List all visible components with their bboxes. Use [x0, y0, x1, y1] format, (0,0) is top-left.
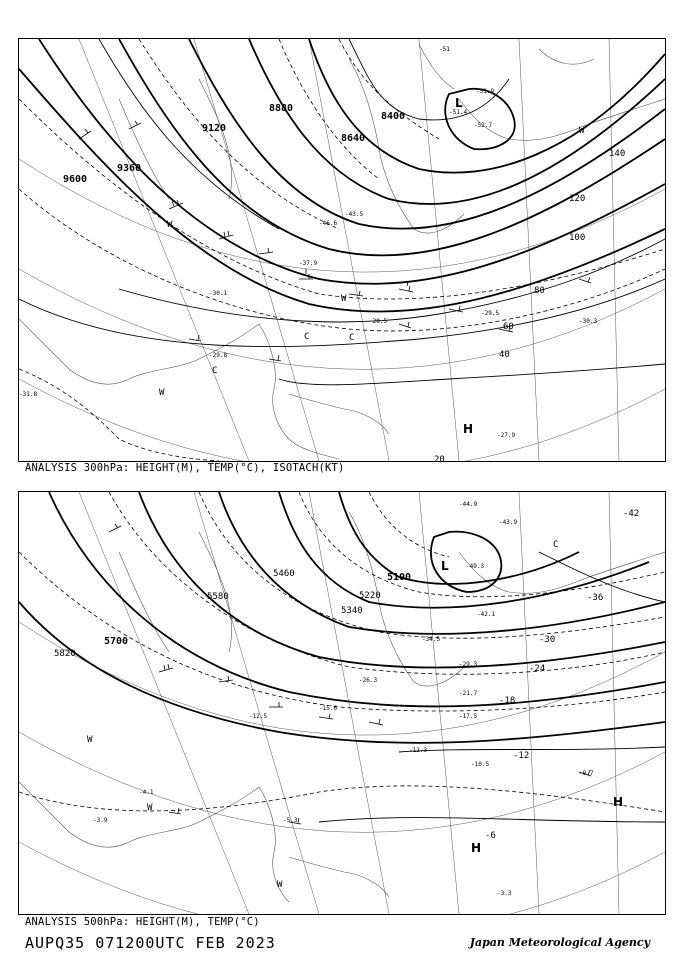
temp-contour-label: -24 — [529, 664, 546, 674]
temp-contour-label: -18 — [499, 696, 516, 706]
isotach-label: 100 — [569, 233, 586, 243]
temperature-label: -44.9 — [459, 501, 478, 508]
temperature-label: -3.9 — [93, 817, 108, 824]
height-label: 8400 — [381, 111, 406, 122]
temperature-label: -29.3 — [459, 661, 478, 668]
caption-500hpa: ANALYSIS 500hPa: HEIGHT(M), TEMP(°C) — [25, 916, 260, 928]
temperature-label: -10.5 — [471, 761, 490, 768]
temperature-label: -9.7 — [579, 770, 594, 777]
map-300hpa-svg — [19, 39, 665, 461]
height-label: 5700 — [104, 636, 129, 647]
height-label: 8880 — [269, 103, 294, 114]
graticule — [19, 492, 665, 914]
zone-letter: C — [553, 540, 559, 550]
height-label: 8640 — [341, 133, 366, 144]
temperature-label: -3.3 — [497, 890, 512, 897]
temp-contour-label: -12 — [513, 751, 530, 761]
temp-contour-label: -30 — [539, 635, 556, 645]
temperature-label: -43.5 — [345, 211, 364, 218]
map-300hpa — [18, 38, 666, 462]
high-pressure-center: H — [613, 795, 624, 809]
zone-letter: W — [277, 880, 283, 890]
temperature-label: -29.8 — [209, 352, 228, 359]
temperature-label: -46.6 — [319, 220, 338, 227]
isotach-label: 120 — [569, 194, 586, 204]
temperature-contours — [19, 492, 665, 812]
agency-name: Japan Meteorological Agency — [469, 936, 650, 949]
temperature-label: -52.7 — [474, 122, 493, 129]
height-label: 5220 — [359, 591, 381, 601]
height-label: 5100 — [387, 572, 412, 583]
graticule — [19, 39, 665, 461]
temperature-label: -30.3 — [579, 318, 598, 325]
temperature-labels — [93, 501, 594, 897]
temperature-label: -27.9 — [497, 432, 516, 439]
temperature-contours — [19, 39, 665, 461]
low-pressure-center: L — [455, 96, 463, 110]
isotach-label: 140 — [609, 149, 626, 159]
temperature-label: -28.5 — [369, 318, 388, 325]
temperature-label: -34.5 — [422, 636, 441, 643]
zone-letter: W — [167, 220, 173, 230]
temperature-label: -49.3 — [466, 563, 485, 570]
temperature-label: -29.5 — [481, 310, 500, 317]
height-contours — [19, 39, 665, 312]
temp-contour-label: -42 — [623, 509, 640, 519]
temp-contour-label: -6 — [485, 831, 496, 841]
temperature-label: -4.1 — [139, 789, 154, 796]
high-pressure-center: H — [471, 841, 482, 855]
temperature-label: -12.3 — [409, 747, 428, 754]
map-500hpa — [18, 491, 666, 915]
temperature-label: -30.1 — [209, 290, 228, 297]
zone-letter: C — [304, 332, 310, 342]
height-label: 9360 — [117, 163, 142, 174]
zone-letter: C — [212, 366, 218, 376]
temperature-label: -5.3 — [283, 817, 298, 824]
temperature-label: -51 — [439, 46, 450, 53]
zone-letter: W — [87, 735, 93, 745]
temperature-label: -12.5 — [249, 713, 268, 720]
temperature-label: -17.5 — [459, 713, 478, 720]
map-500hpa-svg — [19, 492, 665, 914]
height-label: 5820 — [54, 649, 76, 659]
height-label: 9600 — [63, 174, 88, 185]
zone-letter: W — [147, 803, 153, 813]
low-pressure-center: L — [441, 559, 449, 573]
temperature-label: -51.4 — [449, 109, 468, 116]
height-label: 5340 — [341, 606, 363, 616]
zone-letter: W — [341, 294, 347, 304]
bulletin-code: AUPQ35 071200UTC FEB 2023 — [25, 934, 276, 952]
height-label: 5460 — [273, 569, 295, 579]
isotach-label: 20 — [434, 455, 445, 461]
height-label: 9120 — [202, 123, 227, 134]
temp-contour-label: -36 — [587, 593, 604, 603]
pressure-centers — [441, 559, 623, 855]
isotach-label: 80 — [534, 286, 545, 296]
zone-letter: C — [349, 333, 355, 343]
zone-letter: W — [579, 126, 585, 136]
height-contours — [19, 492, 665, 743]
temperature-label: -31.8 — [19, 391, 38, 398]
high-pressure-center: H — [463, 422, 474, 436]
height-label: 5580 — [207, 592, 229, 602]
caption-300hpa: ANALYSIS 300hPa: HEIGHT(M), TEMP(°C), ISOTACH(KT) — [25, 462, 345, 474]
zone-letter: W — [159, 388, 165, 398]
temperature-label: -26.3 — [359, 677, 378, 684]
temperature-label: -43.9 — [499, 519, 518, 526]
temperature-label: -51.9 — [476, 88, 495, 95]
temperature-label: -21.7 — [459, 690, 478, 697]
isotach-label: 40 — [499, 350, 510, 360]
temperature-label: -37.9 — [299, 260, 318, 267]
isotach-label: 60 — [503, 322, 514, 332]
temperature-label: -42.1 — [477, 611, 496, 618]
temperature-label: -15.6 — [319, 705, 338, 712]
